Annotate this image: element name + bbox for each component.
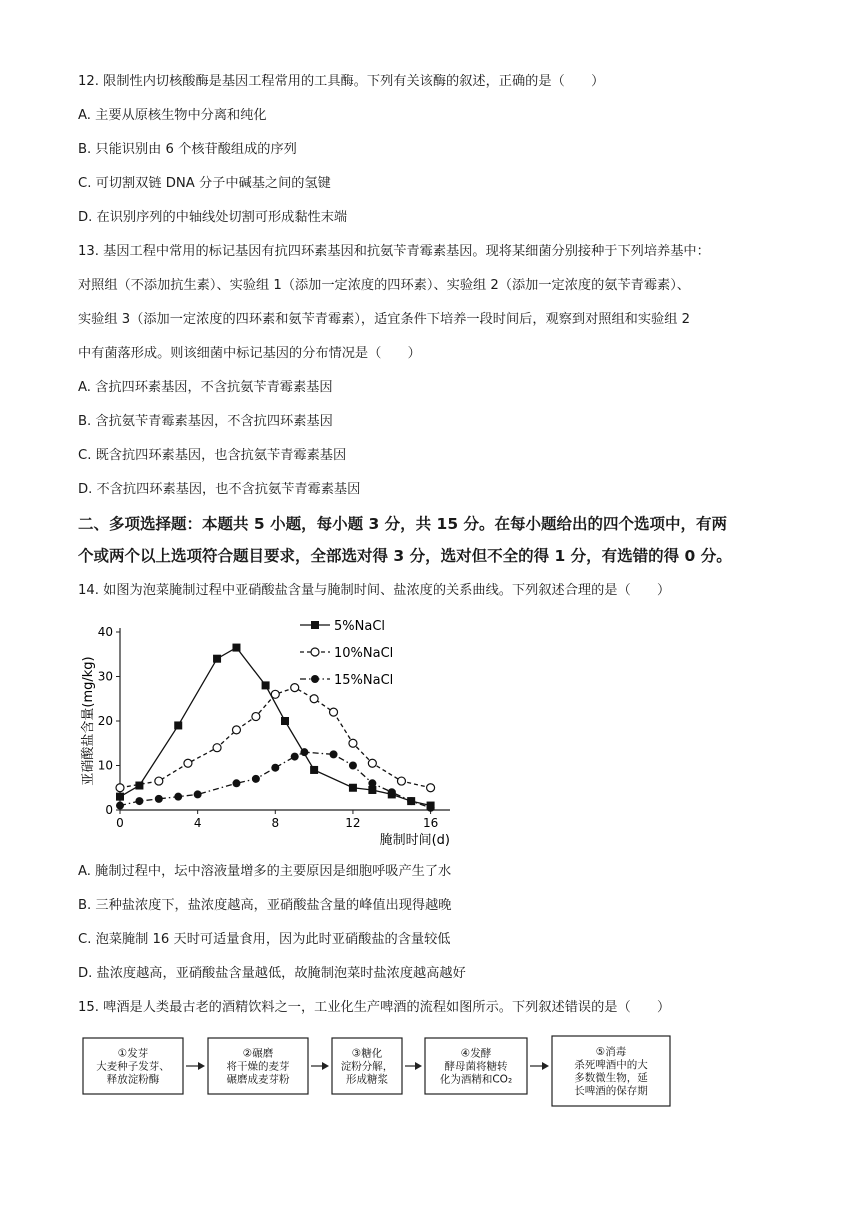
series-15%NaCl (116, 748, 435, 812)
flow-step-text: 碾磨成麦芽粉 (226, 1073, 290, 1086)
q12-stem: 12. 限制性内切核酸酶是基因工程常用的工具酶。下列有关该酶的叙述，正确的是（ ） (78, 74, 605, 89)
data-point (311, 621, 319, 629)
series-line (120, 648, 431, 806)
x-tick-label: 8 (271, 816, 280, 830)
flow-step-text: ④发酵 (460, 1047, 492, 1060)
q14-option-a: A. 腌制过程中，坛中溶液量增多的主要原因是细胞呼吸产生了水 (78, 864, 452, 879)
q15-stem: 15. 啤酒是人类最古老的酒精饮料之一，工业化生产啤酒的流程如图所示。下列叙述错误的是（ ） (78, 1000, 671, 1015)
data-point (252, 775, 260, 783)
x-tick-label: 12 (345, 816, 361, 830)
data-point (116, 784, 124, 792)
data-point (252, 713, 260, 721)
section2-header-line-1: 二、多项选择题：本题共 5 小题，每小题 3 分，共 15 分。在每小题给出的四个选项中，有两 (78, 515, 728, 533)
y-tick-label: 20 (97, 714, 113, 728)
data-point (155, 777, 163, 785)
data-point (232, 779, 240, 787)
series-10%NaCl (116, 684, 435, 792)
data-point (310, 766, 318, 774)
series-line (120, 752, 431, 808)
data-point (116, 793, 124, 801)
q12-option-b: B. 只能识别由 6 个核苷酸组成的序列 (78, 142, 297, 157)
flow-arrowhead (322, 1062, 329, 1070)
flow-step-1 (83, 1038, 183, 1094)
data-point (427, 784, 435, 792)
data-point (281, 717, 289, 725)
x-axis-label: 腌制时间(d) (379, 833, 450, 848)
q12-option-c: C. 可切割双链 DNA 分子中碱基之间的氢键 (78, 176, 331, 191)
data-point (427, 804, 435, 812)
flow-step-text: ⑤消毒 (595, 1046, 627, 1058)
flow-arrowhead (198, 1062, 205, 1070)
chart-series (116, 644, 435, 812)
q13-option-a: A. 含抗四环素基因，不含抗氨苄青霉素基因 (78, 380, 333, 395)
data-point (407, 797, 415, 805)
flow-step-text: 酵母菌将糖转 (444, 1060, 508, 1073)
q12-option-d: D. 在识别序列的中轴线处切割可形成黏性末端 (78, 210, 348, 225)
q12-option-a: A. 主要从原核生物中分离和纯化 (78, 108, 267, 123)
flow-step-text: ①发芽 (117, 1047, 149, 1060)
data-point (330, 708, 338, 716)
data-point (116, 802, 124, 810)
flow-step-text: ②碾磨 (242, 1047, 274, 1060)
q13-option-c: C. 既含抗四环素基因，也含抗氨苄青霉素基因 (78, 448, 347, 463)
data-point (271, 690, 279, 698)
flow-step-2 (208, 1038, 308, 1094)
chart-axes (80, 625, 450, 848)
data-point (291, 684, 299, 692)
legend-label: 5%NaCl (334, 619, 386, 634)
data-point (349, 762, 357, 770)
data-point (213, 655, 221, 663)
flow-step-3 (332, 1038, 402, 1094)
x-tick-label: 16 (422, 816, 439, 830)
x-tick-label: 4 (193, 816, 202, 830)
data-point (262, 681, 270, 689)
data-point (311, 675, 319, 683)
data-point (184, 759, 192, 767)
section2-header-line-2: 个或两个以上选项符合题目要求，全部选对得 3 分，选对但不全的得 1 分，有选错的得 0 分。 (78, 547, 732, 565)
q14-option-b: B. 三种盐浓度下，盐浓度越高，亚硝酸盐含量的峰值出现得越晚 (78, 898, 452, 913)
y-axis-label: 亚硝酸盐含量(mg/kg) (81, 656, 96, 786)
flow-step-text: 化为酒精和CO₂ (439, 1073, 513, 1086)
y-tick-label: 30 (97, 669, 113, 684)
q13-stem-line-4: 中有菌落形成。则该细菌中标记基因的分布情况是（ ） (78, 346, 421, 361)
legend-label: 10%NaCl (334, 646, 394, 661)
legend-label: 15%NaCl (334, 673, 394, 688)
flow-arrowhead (542, 1062, 549, 1070)
flow-step-text: 长啤酒的保存期 (574, 1085, 648, 1097)
data-point (194, 790, 202, 798)
data-point (310, 695, 318, 703)
q13-stem-line-3: 实验组 3（添加一定浓度的四环素和氨苄青霉素），适宜条件下培养一段时间后，观察到对照组和实验组 2 (78, 312, 690, 327)
data-point (368, 779, 376, 787)
series-5%NaCl (116, 644, 435, 810)
q13-stem-line-2: 对照组（不添加抗生素）、实验组 1（添加一定浓度的四环素）、实验组 2（添加一定浓度的氨苄青霉素）、 (78, 278, 690, 293)
data-point (388, 788, 396, 796)
y-tick-label: 10 (97, 758, 113, 773)
data-point (174, 721, 182, 729)
data-point (397, 777, 405, 785)
data-point (300, 748, 308, 756)
data-point (232, 644, 240, 652)
q14-option-c: C. 泡菜腌制 16 天时可适量食用，因为此时亚硝酸盐的含量较低 (78, 932, 451, 947)
data-point (349, 739, 357, 747)
data-point (135, 797, 143, 805)
q14-stem: 14. 如图为泡菜腌制过程中亚硝酸盐含量与腌制时间、盐浓度的关系曲线。下列叙述合理的是（ ） (78, 583, 671, 598)
flow-step-4 (425, 1038, 527, 1094)
flow-step-text: 将干燥的麦芽 (226, 1060, 290, 1073)
flow-step-text: 多数微生物，延 (574, 1072, 648, 1084)
q13-option-d: D. 不含抗四环素基因，也不含抗氨苄青霉素基因 (78, 482, 361, 497)
flow-step-text: 大麦种子发芽、 (96, 1060, 170, 1073)
flow-step-text: ③糖化 (351, 1047, 383, 1060)
flow-arrowhead (415, 1062, 422, 1070)
data-point (368, 759, 376, 767)
data-point (174, 793, 182, 801)
data-point (311, 648, 319, 656)
q13-stem-line-1: 13. 基因工程中常用的标记基因有抗四环素基因和抗氨苄青霉素基因。现将某细菌分别接种于下列培养基中： (78, 244, 710, 259)
flow-step-text: 淀粉分解， (340, 1060, 394, 1073)
data-point (232, 726, 240, 734)
data-point (349, 784, 357, 792)
flow-step-text: 形成糖浆 (346, 1073, 388, 1086)
beer-flowchart (78, 1030, 678, 1115)
flow-step-text: 释放淀粉酶 (106, 1073, 160, 1086)
nitrite-chart (78, 615, 458, 855)
data-point (291, 753, 299, 761)
x-tick-label: 0 (116, 816, 124, 830)
y-tick-label: 0 (105, 803, 113, 817)
data-point (330, 750, 338, 758)
flow-step-5 (552, 1036, 670, 1106)
y-tick-label: 40 (97, 625, 113, 639)
flow-step-text: 杀死啤酒中的大 (574, 1059, 648, 1071)
data-point (213, 744, 221, 752)
q13-option-b: B. 含抗氨苄青霉素基因，不含抗四环素基因 (78, 414, 333, 429)
chart-legend (300, 619, 393, 688)
q14-option-d: D. 盐浓度越高，亚硝酸盐含量越低，故腌制泡菜时盐浓度越高越好 (78, 966, 466, 981)
data-point (155, 795, 163, 803)
data-point (271, 764, 279, 772)
